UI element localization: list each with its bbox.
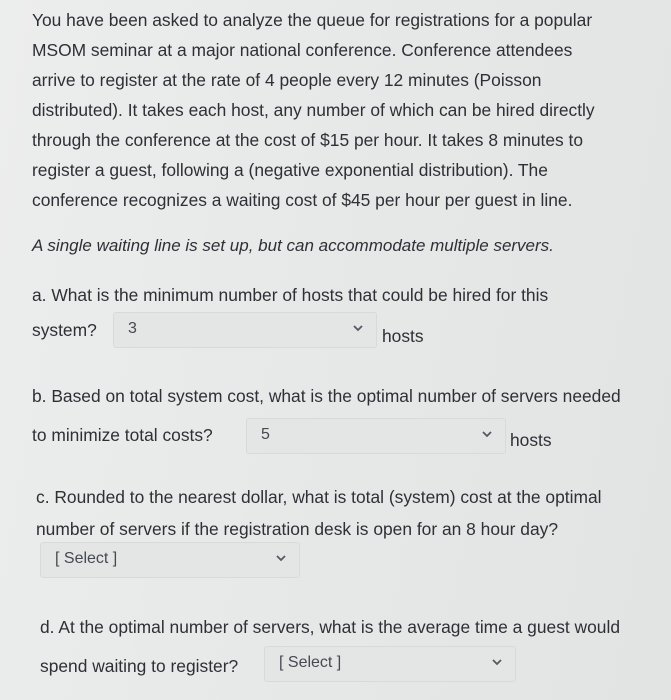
question-a-selected-value: 3: [128, 320, 137, 337]
question-c-text-2: number of servers if the registration desk is open for an 8 hour day?: [36, 519, 558, 539]
chevron-down-icon: [352, 322, 364, 334]
statement-line: arrive to register at the rate of 4 people every 12 minutes (Poisson: [32, 70, 542, 90]
chevron-down-icon: [481, 428, 493, 440]
statement-line: distributed). It takes each host, any number of which can be hired directly: [32, 100, 595, 120]
question-b-select[interactable]: [246, 418, 506, 454]
question-b-selected-value: 5: [261, 426, 270, 443]
question-d-select[interactable]: [264, 646, 516, 682]
question-c-selected-value: [ Select ]: [55, 550, 118, 567]
statement-line: register a guest, following a (negative exponential distribution). The: [32, 160, 548, 180]
question-c-text: c. Rounded to the nearest dollar, what is total (system) cost at the optimal: [36, 487, 602, 507]
question-a-text: a. What is the minimum number of hosts that could be hired for this: [32, 285, 549, 305]
question-c-select[interactable]: [40, 542, 300, 578]
statement-line: You have been asked to analyze the queue for registrations for a popular: [32, 10, 593, 30]
statement-line: through the conference at the cost of $15 per hour. It takes 8 minutes to: [32, 130, 584, 150]
chevron-down-icon: [491, 656, 503, 668]
statement-line: conference recognizes a waiting cost of $45 per hour per guest in line.: [32, 190, 573, 210]
statement-line: MSOM seminar at a major national conference. Conference attendees: [32, 40, 573, 60]
question-a-label: system?: [32, 320, 97, 340]
question-a-unit: hosts: [382, 326, 424, 346]
question-b-unit: hosts: [510, 430, 552, 450]
question-d-text: d. At the optimal number of servers, what is the average time a guest would: [40, 617, 620, 637]
setup-note: A single waiting line is set up, but can accommodate multiple servers.: [32, 236, 554, 255]
question-b-text: b. Based on total system cost, what is the optimal number of servers needed: [32, 386, 621, 406]
question-b-label: to minimize total costs?: [32, 425, 213, 445]
question-d-label: spend waiting to register?: [40, 656, 239, 676]
question-d-selected-value: [ Select ]: [279, 654, 342, 671]
chevron-down-icon: [275, 552, 287, 564]
problem-statement: [32, 5, 662, 215]
question-a-select[interactable]: [113, 312, 377, 348]
